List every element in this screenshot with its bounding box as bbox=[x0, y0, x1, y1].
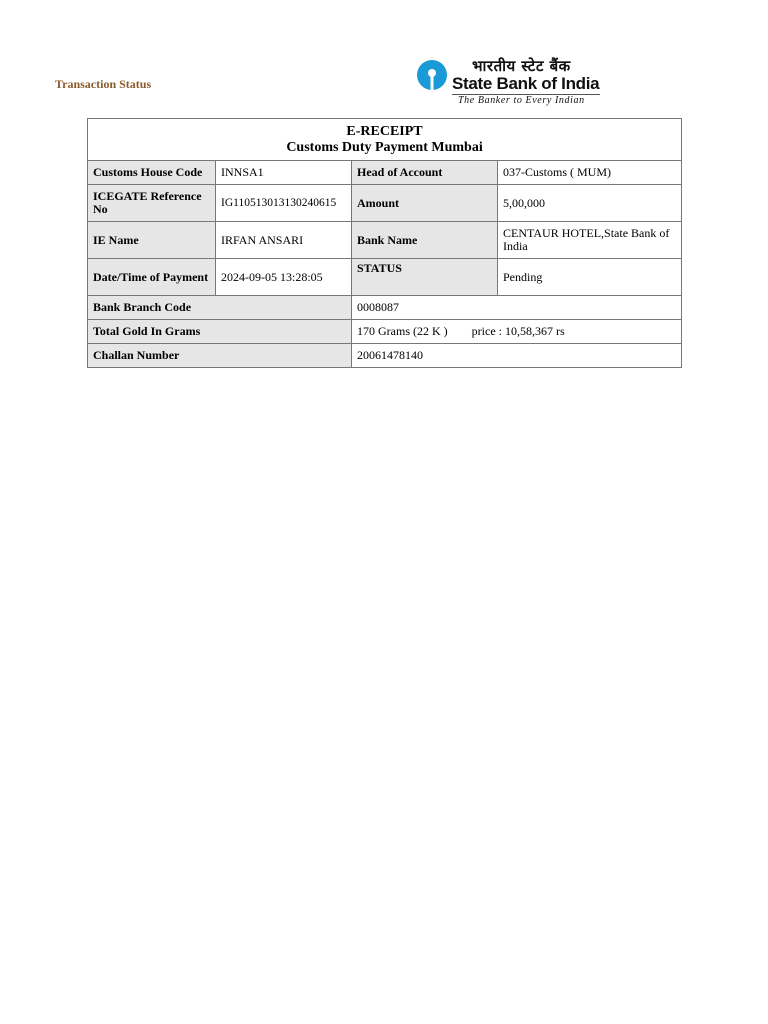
table-row bbox=[88, 320, 682, 344]
customs-house-code-label: Customs House Code bbox=[88, 161, 216, 185]
table-row bbox=[88, 222, 682, 259]
challan-number-value: 20061478140 bbox=[352, 344, 682, 368]
bank-name-label: Bank Name bbox=[352, 222, 498, 259]
table-row bbox=[88, 296, 682, 320]
sbi-seal-icon bbox=[416, 59, 448, 91]
status-label: STATUS bbox=[352, 259, 498, 296]
table-row bbox=[88, 259, 682, 296]
date-time-value: 2024-09-05 13:28:05 bbox=[216, 259, 352, 296]
ie-name-value: IRFAN ANSARI bbox=[216, 222, 352, 259]
head-of-account-value: 037-Customs ( MUM) bbox=[498, 161, 682, 185]
bank-name-value: CENTAUR HOTEL,State Bank of India bbox=[498, 222, 682, 259]
total-gold-cell bbox=[352, 320, 682, 344]
logo-hindi-text: भारतीय स्टेट बैंक bbox=[472, 57, 571, 75]
receipt-header bbox=[88, 119, 682, 161]
icegate-reference-label: ICEGATE Reference No bbox=[88, 185, 216, 222]
receipt-header-row bbox=[88, 119, 682, 161]
icegate-reference-value: IG110513013130240615 bbox=[216, 185, 352, 222]
sbi-logo bbox=[414, 54, 604, 110]
bank-branch-code-label: Bank Branch Code bbox=[88, 296, 352, 320]
receipt-subtitle: Customs Duty Payment Mumbai bbox=[286, 139, 483, 155]
total-gold-value: 170 Grams (22 K ) bbox=[357, 324, 448, 338]
table-row bbox=[88, 185, 682, 222]
page-title: Transaction Status bbox=[55, 77, 152, 91]
date-time-label: Date/Time of Payment bbox=[88, 259, 216, 296]
status-value: Pending bbox=[498, 259, 682, 296]
ie-name-label: IE Name bbox=[88, 222, 216, 259]
table-row bbox=[88, 161, 682, 185]
logo-tagline: The Banker to Every Indian bbox=[458, 95, 585, 106]
challan-number-label: Challan Number bbox=[88, 344, 352, 368]
total-gold-label: Total Gold In Grams bbox=[88, 320, 352, 344]
logo-english-text: State Bank of India bbox=[452, 74, 600, 93]
amount-label: Amount bbox=[352, 185, 498, 222]
table-row bbox=[88, 344, 682, 368]
gold-price-value: price : 10,58,367 rs bbox=[471, 324, 565, 338]
amount-value: 5,00,000 bbox=[498, 185, 682, 222]
receipt-title: E-RECEIPT bbox=[346, 123, 423, 139]
head-of-account-label: Head of Account bbox=[352, 161, 498, 185]
customs-house-code-value: INNSA1 bbox=[216, 161, 352, 185]
e-receipt-table bbox=[87, 118, 682, 368]
bank-branch-code-value: 0008087 bbox=[352, 296, 682, 320]
